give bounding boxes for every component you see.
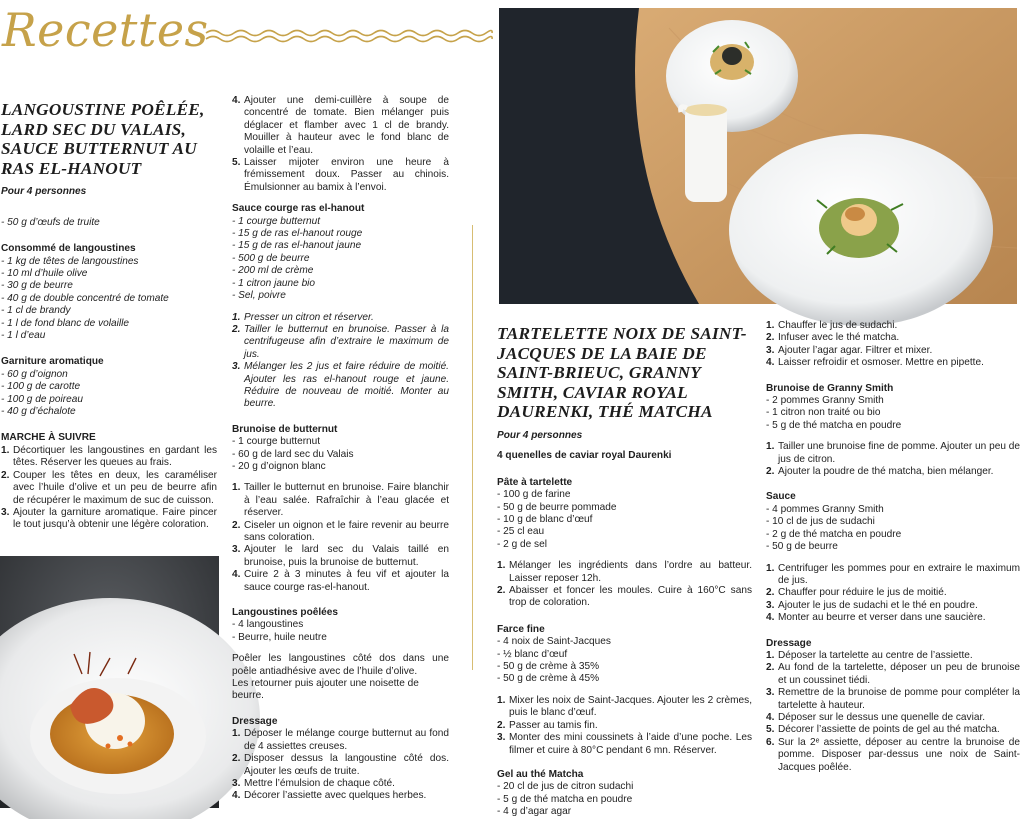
- wave-ornament-icon: [206, 28, 496, 44]
- list-item: - 200 ml de crème: [232, 265, 314, 277]
- step-item: 3. Remettre de la brunoise de pomme pour compléter la tartelette à hauteur.: [766, 687, 1020, 711]
- list-item: - 500 g de beurre: [232, 252, 310, 264]
- list-item: - 5 g de thé matcha en poudre: [497, 793, 633, 805]
- list-item: - 100 g de poireau: [1, 393, 83, 405]
- step-item: 1. Centrifuger les pommes pour en extraire le maximum de jus.: [766, 562, 1020, 586]
- list-item: - 10 cl de jus de sudachi: [766, 516, 875, 528]
- tartelette-plate-image: [499, 8, 1017, 304]
- list-item: - Sel, poivre: [232, 290, 286, 302]
- masthead: [0, 0, 500, 70]
- step-item: 4. Déposer sur le dessus une quenelle de caviar.: [766, 711, 986, 723]
- list-item: - 4 g d’agar agar: [497, 806, 572, 818]
- step-item: 1. Mélanger les ingrédients dans l’ordre au batteur. Laisser reposer 12h.: [497, 560, 752, 584]
- step-item: 1. Décortiquer les langoustines en gardant les têtes. Réserver les queues au frais.: [1, 444, 217, 469]
- langoustine-photo: [0, 556, 219, 808]
- list-item: - 30 g de beurre: [1, 280, 73, 292]
- list-item: - 10 g de blanc d’œuf: [497, 514, 593, 525]
- step-item: 2. Infuser avec le thé matcha.: [766, 332, 900, 344]
- step-item: 1. Tailler le butternut en brunoise. Faire blanchir à l’eau salée. Rafraîchir à l’eau glacée et réserver.: [232, 482, 449, 519]
- list-item: - 40 g de double concentré de tomate: [1, 292, 169, 304]
- list-item: - 1 l de fond blanc de volaille: [1, 317, 129, 329]
- list-item: - 50 g de crème à 45%: [497, 673, 600, 685]
- list-item: - 1 citron jaune bio: [232, 277, 316, 289]
- step-item: 3. Ajouter l’agar agar. Filtrer et mixer.: [766, 344, 933, 356]
- step-item: 2. Disposer dessus la langoustine côté dos. Ajouter les œufs de truite.: [232, 753, 449, 777]
- list-item: - 60 g de lard sec du Valais: [232, 448, 354, 460]
- section-heading: Gel au thé Matcha: [497, 768, 584, 780]
- step-item: 4. Ajouter une demi-cuillère à soupe de concentré de tomate. Bien mélanger puis déglacer et flamber avec 1 cl de brandy. Mouiller à hauteur avec le fond blanc de volaille et l’eau.: [232, 95, 449, 156]
- section-heading: MARCHE À SUIVRE: [1, 432, 96, 444]
- list-item: - 25 cl eau: [497, 526, 545, 538]
- step-item: 2. Au fond de la tartelette, déposer un peu de brunoise et un coussinet tiédi.: [766, 662, 1020, 686]
- section-heading: Brunoise de butternut: [232, 423, 338, 435]
- step-item: 3. Mélanger les 2 jus et faire réduire de moitié. Ajouter les ras el-hanout rouge et jaune. Réduire de nouveau de moitié. Monter au beurre.: [232, 361, 449, 410]
- step-item: 4. Monter au beurre et verser dans une saucière.: [766, 612, 986, 624]
- list-item: - 4 noix de Saint-Jacques: [497, 636, 611, 648]
- list-item: - 100 g de farine: [497, 489, 571, 501]
- list-item: - 40 g d’échalote: [1, 406, 76, 418]
- recipe2-serves: Pour 4 personnes: [497, 429, 583, 441]
- step-item: 2. Tailler le butternut en brunoise. Passer à la centrifugeuse afin d’extraire le maximum de jus.: [232, 323, 449, 360]
- list-item: - 50 g de beurre pommade: [497, 501, 617, 513]
- recipe1-serves: Pour 4 personnes: [1, 186, 87, 198]
- list-item: - 15 g de ras el-hanout jaune: [232, 240, 362, 252]
- step-item: 4. Cuire 2 à 3 minutes à feu vif et ajouter la sauce courge ras-el-hanout.: [232, 569, 449, 593]
- list-item: - 1 courge butternut: [232, 436, 321, 448]
- list-item: - Beurre, huile neutre: [232, 631, 327, 643]
- step-item: 6. Sur la 2ᵉ assiette, déposer au centre la brunoise de pomme. Disposer par-dessus une noix de Saint-Jacques poêlée.: [766, 736, 1020, 773]
- langoustine-plate-image: [0, 556, 219, 808]
- tartelette-photo: [499, 8, 1017, 304]
- step-item: 3. Ajouter la garniture aromatique. Faire pincer le tout jusqu’à obtenir une légère coloration.: [1, 506, 217, 531]
- step-item: 2. Passer au tamis fin.: [497, 719, 598, 731]
- list-item: - 20 g d’oignon blanc: [232, 460, 326, 472]
- step-item: 3. Ajouter le lard sec du Valais taillé en brunoise, puis la brunoise de butternut.: [232, 544, 449, 568]
- step-item: 3. Ajouter le jus de sudachi et le thé en poudre.: [766, 599, 978, 611]
- paragraph: Les retourner puis ajouter une noisette de beurre.: [232, 678, 419, 702]
- step-item: 1. Presser un citron et réserver.: [232, 311, 374, 323]
- section-heading: Consommé de langoustines: [1, 243, 136, 255]
- section-heading: Sauce courge ras el-hanout: [232, 203, 365, 215]
- list-item: - 4 pommes Granny Smith: [766, 503, 884, 515]
- step-item: 2. Ciseler un oignon et le faire revenir au beurre sans coloration.: [232, 519, 449, 543]
- paragraph: Poêler les langoustines côté dos dans une poêle antiadhésive avec de l’huile d’olive.: [232, 653, 449, 677]
- section-heading: Garniture aromatique: [1, 356, 104, 368]
- section-heading: Pâte à tartelette: [497, 476, 573, 488]
- column-divider: [472, 225, 473, 670]
- section-heading: Langoustines poêlées: [232, 607, 339, 619]
- recipe1-column-b: [232, 95, 449, 803]
- step-item: 1. Déposer la tartelette au centre de l’assiette.: [766, 649, 973, 661]
- list-item: - 50 g de crème à 35%: [497, 661, 600, 673]
- section-heading: Farce fine: [497, 623, 545, 635]
- list-item: - 15 g de ras el-hanout rouge: [232, 228, 363, 240]
- section-heading: Dressage: [766, 637, 812, 649]
- step-item: 5. Laisser mijoter environ une heure à frémissement doux. Passer au chinois. Émulsionner au bamix à l’envoi.: [232, 157, 449, 193]
- recipe2-title: TARTELETTE NOIX DE SAINT-JACQUES DE LA BAIE DE SAINT-BRIEUC, GRANNY SMITH, CAVIAR ROYAL DAURENKI, THÉ MATCHA: [497, 324, 747, 422]
- caviar-line: 4 quenelles de caviar royal Daurenki: [497, 450, 672, 462]
- step-item: 2. Ajouter la poudre de thé matcha, bien mélanger.: [766, 466, 994, 478]
- list-item: - 100 g de carotte: [1, 381, 81, 393]
- list-item: - 2 g de sel: [497, 538, 547, 550]
- list-item: - 4 langoustines: [232, 619, 304, 631]
- step-item: 3. Monter des mini coussinets à l’aide d’une poche. Les filmer et cuire à 80°C pendant 6 mn. Réserver.: [497, 732, 752, 756]
- list-item: - 60 g d’oignon: [1, 368, 68, 380]
- step-item: 1. Chauffer le jus de sudachi.: [766, 320, 898, 331]
- step-item: 4. Laisser refroidir et osmoser. Mettre en pipette.: [766, 357, 984, 369]
- list-item: - 1 cl de brandy: [1, 305, 71, 317]
- list-item: - 5 g de thé matcha en poudre: [766, 419, 902, 431]
- list-item: - 50 g de beurre: [766, 541, 838, 553]
- step-item: 1. Tailler une brunoise fine de pomme. Ajouter un peu de jus de citron.: [766, 441, 1020, 465]
- list-item: - ½ blanc d’œuf: [497, 648, 568, 660]
- recipe2-column-b: [766, 320, 1020, 774]
- list-item: - 20 cl de jus de citron sudachi: [497, 781, 634, 793]
- recipe1-column-a: [1, 100, 217, 532]
- step-item: 1. Mixer les noix de Saint-Jacques. Ajouter les 2 crèmes, puis le blanc d’œuf.: [497, 694, 752, 719]
- list-item: - 1 l d’eau: [1, 330, 46, 342]
- recipe1-title: LANGOUSTINE POÊLÉE, LARD SEC DU VALAIS, SAUCE BUTTERNUT AU RAS EL-HANOUT: [1, 100, 205, 178]
- list-item: - 1 courge butternut: [232, 215, 321, 227]
- recipe2-column-a: [497, 324, 752, 819]
- step-item: 4. Décorer l’assiette avec quelques herbes.: [232, 790, 427, 802]
- list-item: - 10 ml d’huile olive: [1, 268, 88, 279]
- section-heading: Sauce: [766, 491, 796, 503]
- step-item: 2. Abaisser et foncer les moules. Cuire à 160°C sans trop de coloration.: [497, 585, 752, 609]
- section-heading: Brunoise de Granny Smith: [766, 382, 894, 394]
- step-item: 2. Chauffer pour réduire le jus de moitié.: [766, 587, 947, 599]
- masthead-title: Recettes: [2, 3, 209, 57]
- list-item: - 2 g de thé matcha en poudre: [766, 528, 902, 540]
- list-item: - 2 pommes Granny Smith: [766, 395, 884, 407]
- step-item: 5. Décorer l’assiette de points de gel au thé matcha.: [766, 724, 1000, 736]
- step-item: 3. Mettre l’émulsion de chaque côté.: [232, 777, 395, 789]
- step-item: 1. Déposer le mélange courge butternut au fond de 4 assiettes creuses.: [232, 728, 449, 752]
- list-item: - 50 g d’œufs de truite: [1, 216, 100, 228]
- step-item: 2. Couper les têtes en deux, les caraméliser avec l’huile d’olive et un peu de beurre afin de récupérer le maximum de suc de cuisson.: [1, 469, 217, 506]
- section-heading: Dressage: [232, 715, 278, 727]
- list-item: - 1 kg de têtes de langoustines: [1, 255, 139, 267]
- list-item: - 1 citron non traité ou bio: [766, 407, 881, 419]
